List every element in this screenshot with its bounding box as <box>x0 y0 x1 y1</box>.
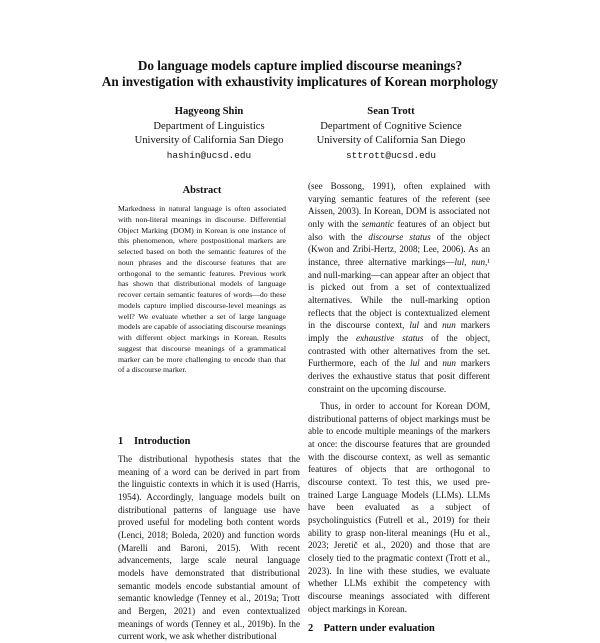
right-column-paragraph-1: (see Bossong, 1991), often explained with varying semantic features of the referent (see Aissen, 2003). In Korean, DOM is associated not only with the semantic features of an object but also with the discourse status of the object (Kwon and Zribi-Hertz, 2008; Lee, 2006). As an instance, three alternative markings—lul, nun,¹ and null-marking—can appear after an object that is picked out from a set of contextualized alternatives. While the null-marking option reflects that the object is contextualized element in the discourse context, lul and nun markers imply the exhaustive status of the object, contrasted with other alternatives from the set. Furthermore, each of the lul and nun markers derives the exhaustive status that posit different constraint on the upcoming discourse. <box>308 181 491 394</box>
abstract-heading: Abstract <box>182 185 222 196</box>
author-block-2 <box>302 105 480 163</box>
right-column <box>308 180 490 636</box>
author-university: University of California San Diego <box>134 135 284 146</box>
introduction-paragraph: The distributional hypothesis states that the meaning of a word can be derived in part from the linguistic contexts in which it is used (Harris, 1954). Accordingly, language models built on distributional patterns of language use have proved useful for modeling both content words (Lenci, 2018; Boleda, 2020) and function words (Marelli and Baroni, 2015). With recent advancements, large scale neural language models have demonstrated that distributional semantic models encode substantial amount of semantic knowledge (Tenney et al., 2019a; Trott and Bergen, 2021) and even contextualized meanings of words (Tenney et al., 2019b). In the current work, we ask whether distributional <box>118 454 300 642</box>
author-name: Hagyeong Shin <box>174 106 244 117</box>
abstract-text: Markedness in natural language is often associated with non-literal meanings in discourse. Differential Object Marking (DOM) in Korean is one instance of this phenomenon, where postpositional markers are selected based on both the semantic features of the noun phrases and the discourse features that are orthogonal to the semantic features. Previous work has shown that distributional models of language recover certain semantic features of words—do these models capture implied discourse-level meanings as well? We evaluate whether a set of large language models are capable of associating discourse meanings with different object markings in Korean. Results suggest that discourse meanings of a grammatical marker can be more challenging to encode than that of a discourse marker. <box>118 204 286 375</box>
paper-title-line-2: An investigation with exhaustivity implicatures of Korean morphology <box>101 74 499 89</box>
author-email: sttrott@ucsd.edu <box>345 149 436 161</box>
author-block-1 <box>120 105 298 163</box>
section-heading-introduction <box>118 436 298 447</box>
author-university: University of California San Diego <box>316 135 466 146</box>
paper-title-line-1: Do language models capture implied discourse meanings? <box>137 58 463 73</box>
section-title: Introduction <box>134 436 191 447</box>
next-section-heading: 2 Pattern under evaluation <box>308 623 435 635</box>
author-name: Sean Trott <box>367 106 415 117</box>
right-column-paragraph-2: Thus, in order to account for Korean DOM, distributional patterns of object markings must be able to encode multiple meanings of the markers at once: the discourse features that are grounded with the discourse context, as well as semantic features of objects that are orthogonal to discourse context. To test this, we used pre-trained Large Language Models (LLMs). LLMs have been evaluated as a subject of psycholinguistics (Futrell et al., 2019) for their ability to grasp non-literal meanings (Hu et al., 2023; Jeretič et al., 2020) and those that are closely tied to the pragmatic context (Trott et al., 2023). In line with these studies, we evaluate whether LLMs exhibit the competency with discourse meanings associated with different object markings in Korean. <box>308 401 490 614</box>
author-email: hashin@ucsd.edu <box>166 149 252 161</box>
author-department: Department of Cognitive Science <box>320 120 462 132</box>
section-number: 1 <box>118 436 124 447</box>
author-department: Department of Linguistics <box>153 120 265 132</box>
